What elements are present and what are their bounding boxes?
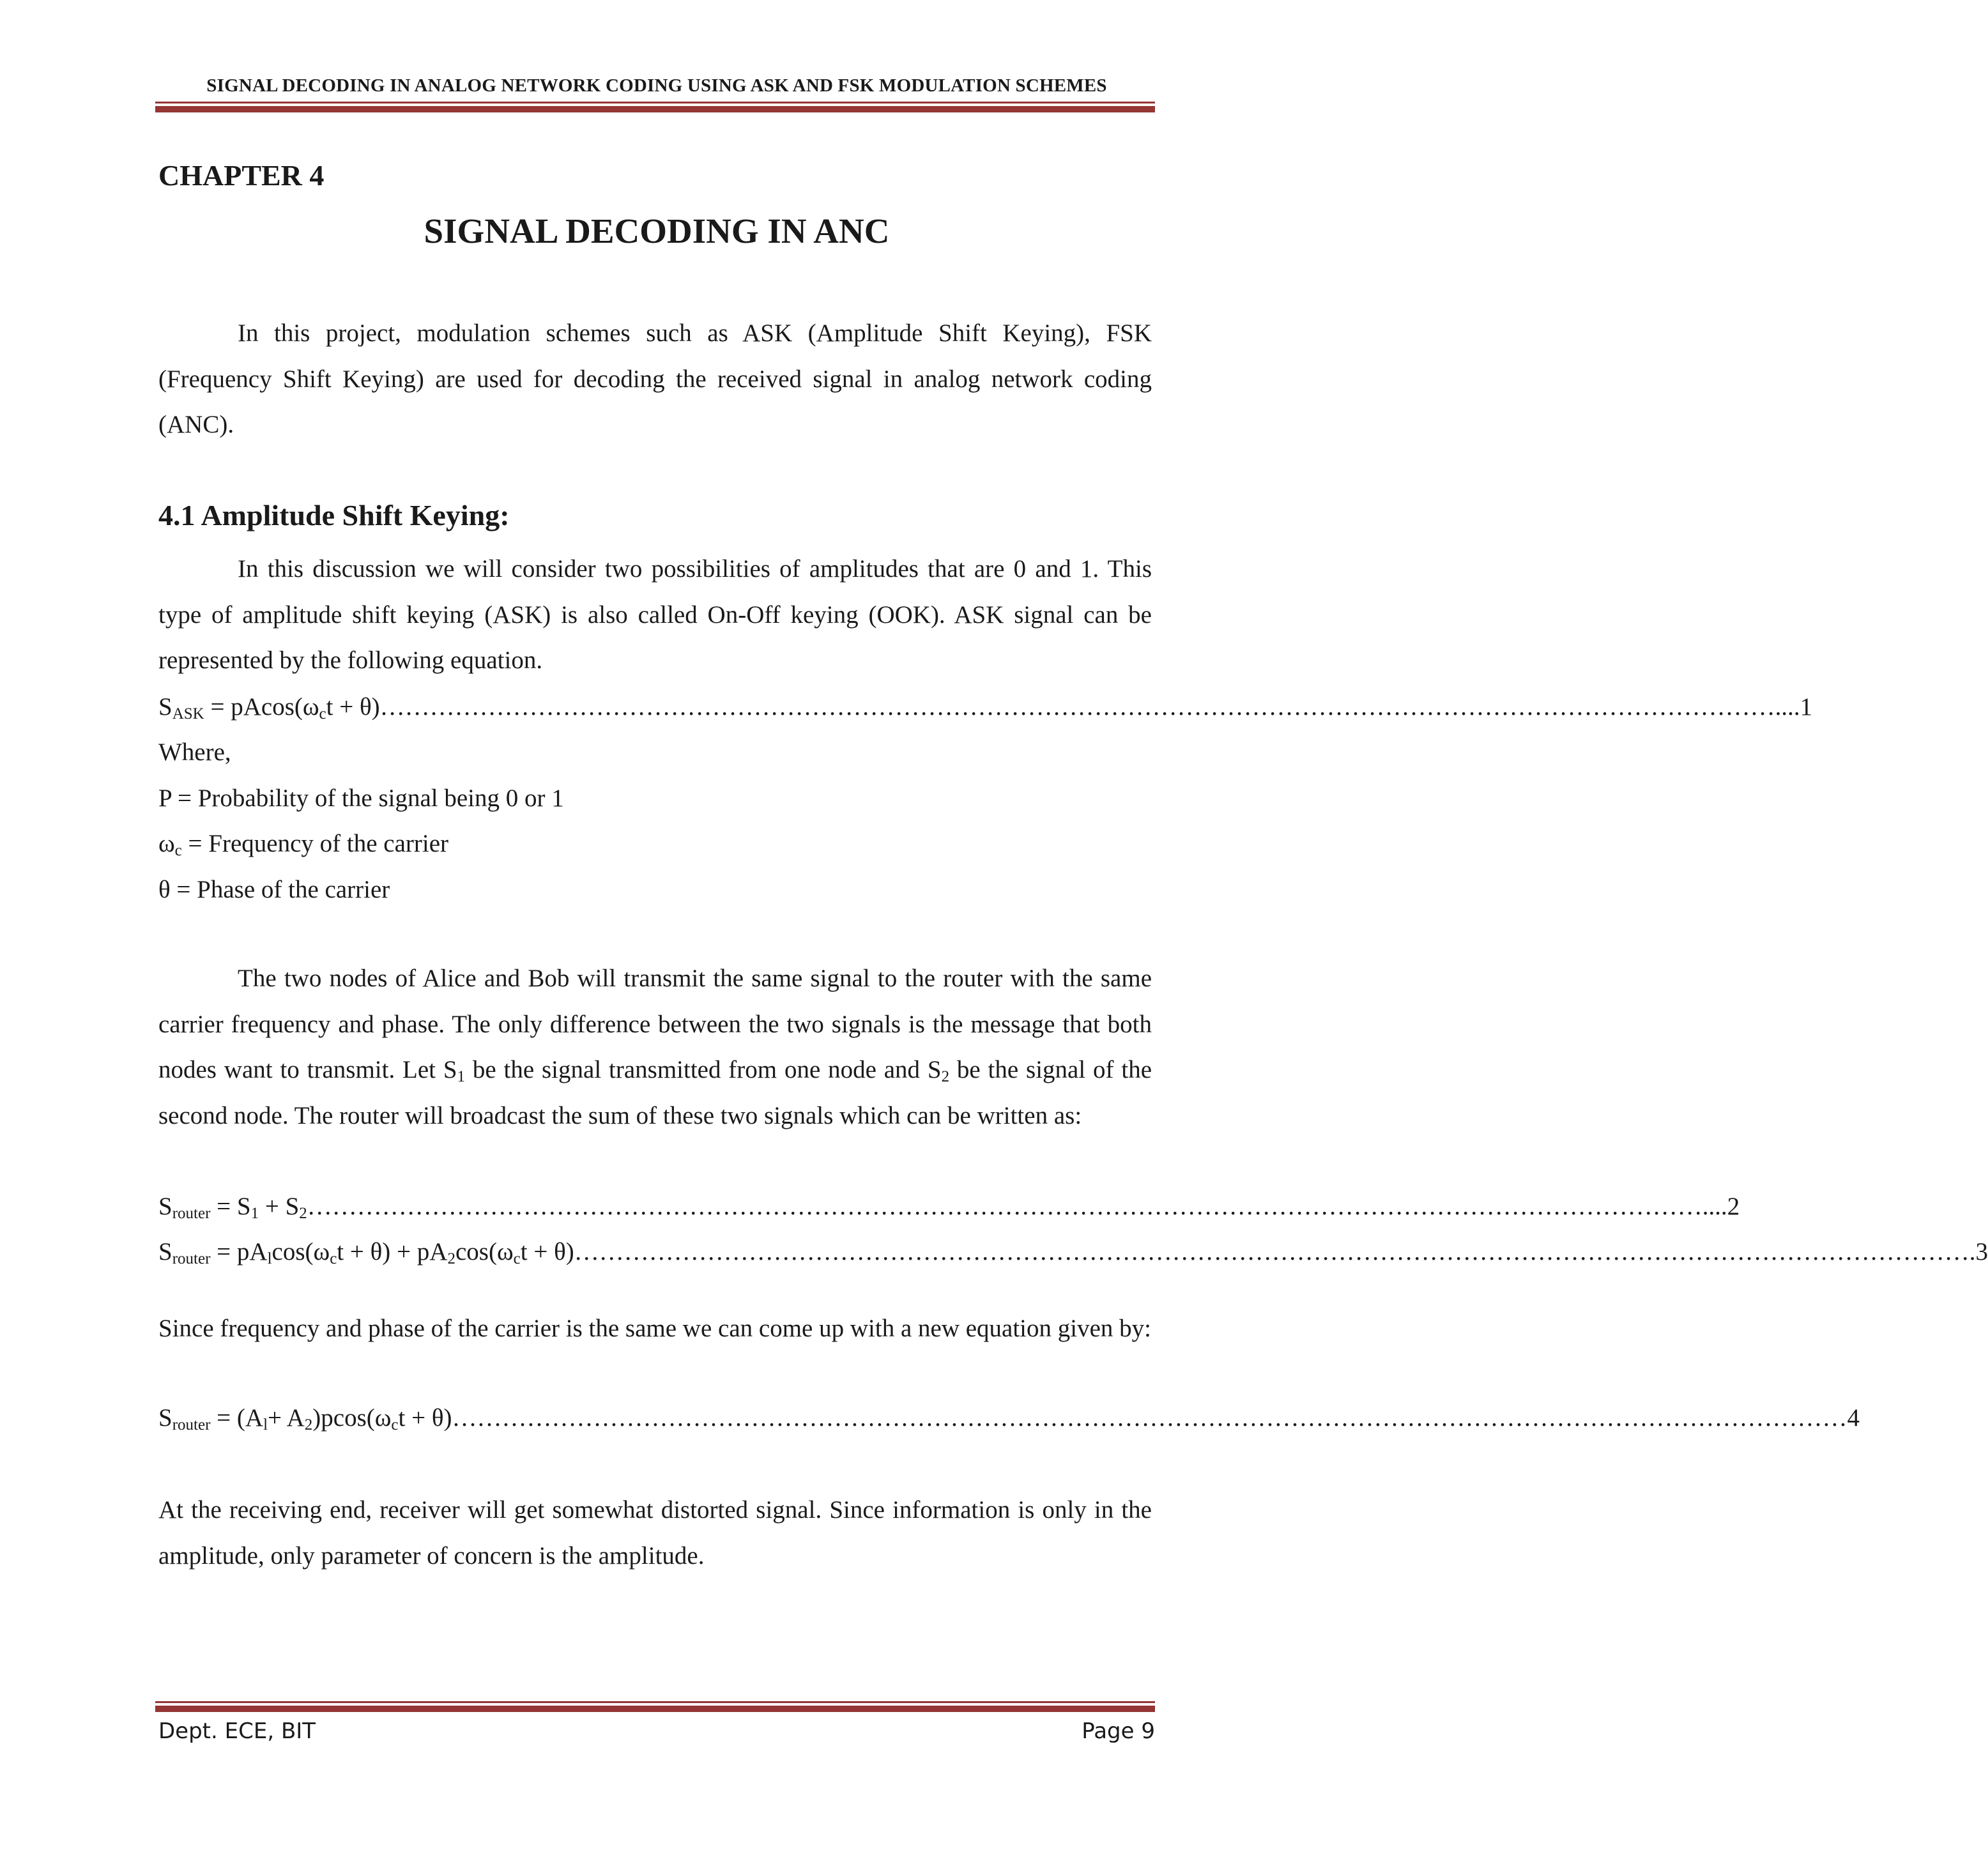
equation-3 [158,1236,1988,1268]
ask-paragraph-2: The two nodes of Alice and Bob will transmit the same signal to the router with the same carrier frequency and phase. The only difference between the two signals is the message that both nodes want to transmit. Let $S_1$ be the signal transmitted from one node and $S_2$ be the signal of the second node. The router will broadcast the sum of these two signals which can be written as: [158,965,1152,1129]
where-label: Where, [158,738,231,766]
equation-4-number: 4 [1847,1404,1860,1432]
ask-paragraph-3: Since frequency and phase of the carrier is the same we can come up with a new equation given by: [158,1315,1152,1342]
section-heading: 4.1 Amplitude Shift Keying: [158,499,510,531]
footer-page-number: Page 9 [1082,1718,1155,1744]
leader-dots: …………………………………………………………………………………………………………………………………………………… [452,1404,1847,1432]
equation-2 [158,1191,1740,1223]
equation-3-number: .3 [1969,1238,1988,1265]
definition-theta: θ = Phase of the carrier [158,876,390,903]
leader-dots: …………………………………………………………………………………………………………………………………………………… [379,693,1775,721]
chapter-label: CHAPTER 4 [158,159,325,192]
equation-4 [158,1402,1860,1434]
definition-p: P = Probability of the signal being 0 or 1 [158,784,564,812]
equation-2-number: ....2 [1702,1193,1740,1220]
footer-department: Dept. ECE, BIT [158,1718,316,1744]
equation-1-number: ....1 [1775,693,1813,721]
footer-rule-thick [155,1706,1155,1712]
footer-rule-thin [155,1701,1155,1703]
equation-4-expression: $S_{router} = (A_l+ A_2)pcos(\omega_ct + \theta)$ [158,1404,452,1433]
definition-omega: $\omega_c$ = Frequency of the carrier [158,830,448,859]
running-header: SIGNAL DECODING IN ANALOG NETWORK CODING USING ASK AND FSK MODULATION SCHEMES [206,75,1107,96]
chapter-title: SIGNAL DECODING IN ANC [424,211,890,250]
equation-1 [158,691,1813,723]
intro-paragraph: In this project, modulation schemes such as ASK (Amplitude Shift Keying), FSK (Frequency Shift Keying) are used for decoding the received signal in analog network coding (ANC). [158,319,1152,438]
header-rule-thin [155,102,1155,103]
equation-1-expression: $S_{ASK} = pAcos(\omega_ct + \theta)$ [158,693,380,722]
equation-2-expression: $S_{router} = S_1 + S_2$ [158,1193,307,1222]
ask-paragraph-4: At the receiving end, receiver will get somewhat distorted signal. Since information is only in the amplitude, only parameter of concern is the amplitude. [158,1496,1152,1570]
equation-3-expression: $S_{router} = pA_l\cos(\omega_ct + \theta) + pA_2\cos(\omega_ct + \theta)$ [158,1238,574,1267]
ask-paragraph-1: In this discussion we will consider two possibilities of amplitudes that are 0 and 1. This type of amplitude shift keying (ASK) is also called On-Off keying (OOK). ASK signal can be represented by the following equation. [158,555,1152,674]
leader-dots: …………………………………………………………………………………………………………………………………………………… [307,1193,1702,1220]
leader-dots: …………………………………………………………………………………………………………………………………………………… [574,1238,1969,1265]
header-rule-thick [155,106,1155,112]
